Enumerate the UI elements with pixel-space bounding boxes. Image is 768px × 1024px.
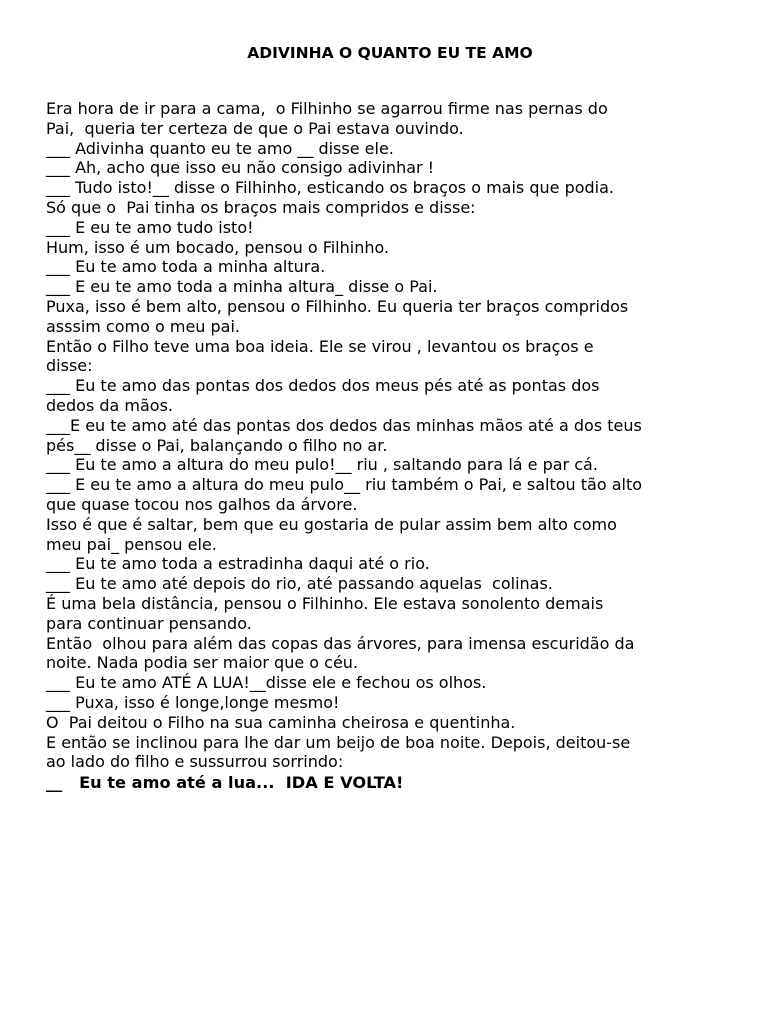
story-final-line: __ Eu te amo até a lua... IDA E VOLTA! [46,773,404,793]
story-line: ___ Ah, acho que isso eu não consigo adivinhar ! [46,158,435,178]
story-line: para continuar pensando. [46,613,252,633]
story-line: Pai, queria ter certeza de que o Pai estava ouvindo. [46,118,464,138]
story-line: ___ Puxa, isso é longe,longe mesmo! [46,692,340,712]
story-line: ___ Eu te amo até depois do rio, até passando aquelas colinas. [46,574,553,594]
story-line: E então se inclinou para lhe dar um beijo de boa noite. Depois, deitou-se [46,732,631,752]
story-line: Então o Filho teve uma boa ideia. Ele se virou , levantou os braços e [46,336,594,356]
story-line: O Pai deitou o Filho na sua caminha cheirosa e quentinha. [46,712,516,732]
story-line: ___ Eu te amo toda a minha altura. [46,257,326,277]
story-line: meu pai_ pensou ele. [46,534,217,554]
story-line: noite. Nada podia ser maior que o céu. [46,653,359,673]
document-title: ADIVINHA O QUANTO EU TE AMO [247,44,533,62]
story-line: ___ E eu te amo a altura do meu pulo__ riu também o Pai, e saltou tão alto [46,475,643,495]
story-line: pés__ disse o Pai, balançando o filho no ar. [46,435,388,455]
story-line: ___E eu te amo até das pontas dos dedos das minhas mãos até a dos teus [46,415,642,435]
story-line: ao lado do filho e sussurrou sorrindo: [46,752,344,772]
story-line: ___ E eu te amo tudo isto! [46,217,254,237]
story-line: ___ Eu te amo das pontas dos dedos dos meus pés até as pontas dos [46,376,600,396]
story-line: Então olhou para além das copas das árvores, para imensa escuridão da [46,633,635,653]
story-line: ___ Adivinha quanto eu te amo __ disse ele. [46,138,394,158]
story-line: Era hora de ir para a cama, o Filhinho se agarrou firme nas pernas do [46,99,608,118]
story-line: É uma bela distância, pensou o Filhinho. Ele estava sonolento demais [46,593,604,613]
story-line: ___ Eu te amo ATÉ A LUA!__disse ele e fechou os olhos. [46,673,487,693]
story-line: dedos da mãos. [46,395,174,415]
story-line: ___ E eu te amo toda a minha altura_ disse o Pai. [46,277,438,297]
story-line: Puxa, isso é bem alto, pensou o Filhinho. Eu queria ter braços compridos [46,296,629,316]
story-line: Hum, isso é um bocado, pensou o Filhinho. [46,237,390,257]
story-line: ___ Eu te amo toda a estradinha daqui até o rio. [46,554,430,574]
story-line: ___ Eu te amo a altura do meu pulo!__ riu , saltando para lá e par cá. [46,455,598,475]
story-line: Só que o Pai tinha os braços mais compridos e disse: [46,197,476,217]
story-line: ___ Tudo isto!__ disse o Filhinho, esticando os braços o mais que podia. [46,178,615,198]
story-line: que quase tocou nos galhos da árvore. [46,494,358,514]
story-line: Isso é que é saltar, bem que eu gostaria de pular assim bem alto como [46,514,617,534]
story-line: disse: [46,356,93,376]
story-line: asssim como o meu pai. [46,316,240,336]
story-body [46,99,746,793]
